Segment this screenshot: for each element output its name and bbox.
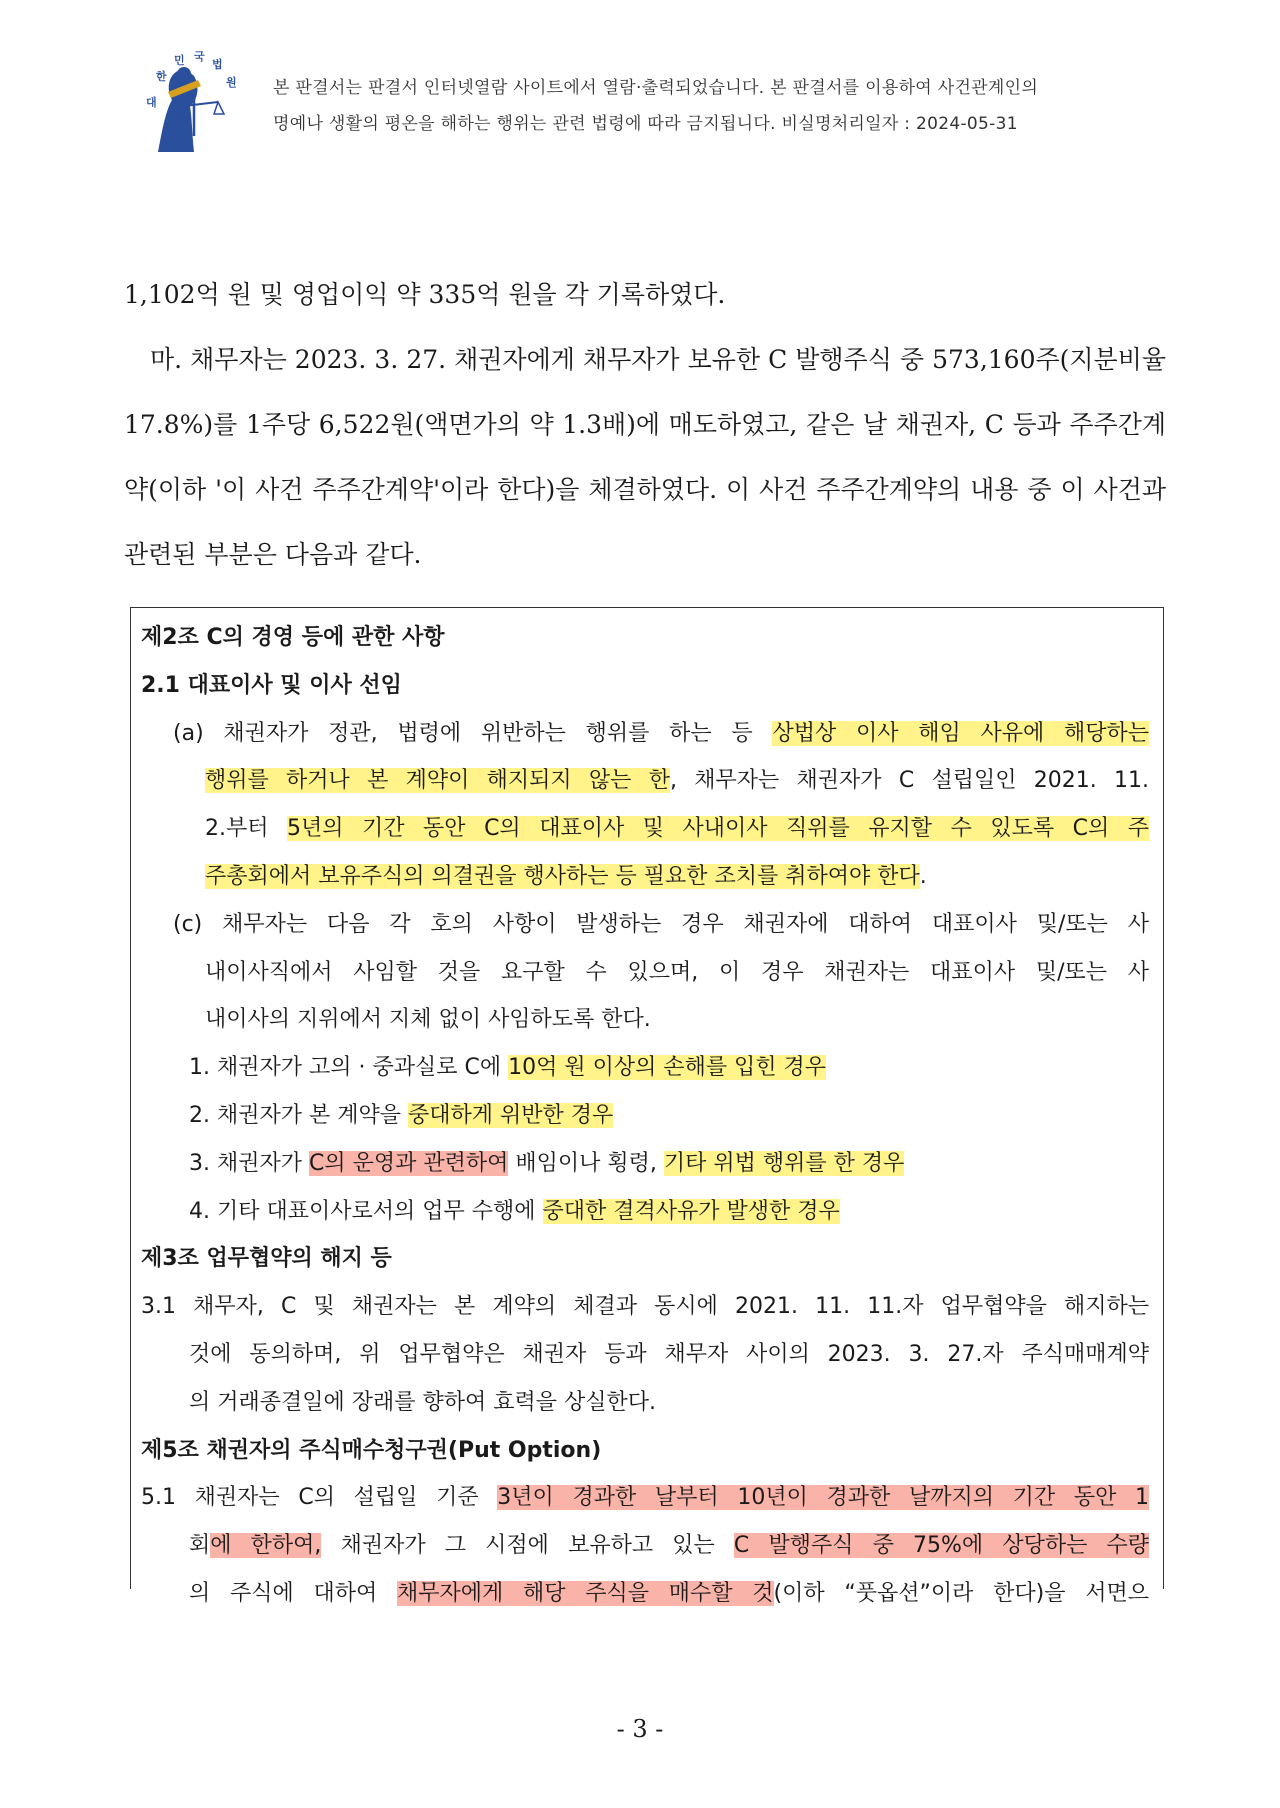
svg-text:법: 법	[212, 58, 223, 71]
item-1: 1. 채권자가 고의 · 중과실로 C에 10억 원 이상의 손해를 입힌 경우	[189, 1055, 827, 1081]
svg-text:국: 국	[194, 50, 205, 63]
section-3-1-line2: 것에 동의하며, 위 업무협약은 채권자 등과 채무자 사이의 2023. 3. 27.자 주식매매계약	[189, 1341, 1149, 1367]
item-2: 2. 채권자가 본 계약을 중대하게 위반한 경우	[189, 1102, 614, 1128]
clause-a-line3: 2.부터 5년의 기간 동안 C의 대표이사 및 사내이사 직위를 유지할 수 있도록 C의 주	[205, 816, 1149, 842]
article-5-title: 제5조 채권자의 주식매수청구권(Put Option)	[141, 1437, 602, 1463]
section-3-1-line3: 의 거래종결일에 장래를 향하여 효력을 상실한다.	[189, 1389, 657, 1415]
article-2-title: 제2조 C의 경영 등에 관한 사항	[141, 625, 445, 650]
header-notice-line2: 명예나 생활의 평온을 해하는 행위는 관련 법령에 따라 금지됩니다. 비실명처리일자 : 2024-05-31	[273, 114, 1018, 134]
section-5-1-line2: 회에 한하여, 채권자가 그 시점에 보유하고 있는 C 발행주식 중 75%에 상당하는 수량	[189, 1533, 1149, 1559]
clause-c-line1: (c) 채무자는 다음 각 호의 사항이 발생하는 경우 채권자에 대하여 대표이사 및/또는 사	[173, 911, 1149, 937]
clause-a-line4: 주총회에서 보유주식의 의결권을 행사하는 등 필요한 조치를 취하여야 한다.	[205, 863, 927, 889]
item-3: 3. 채권자가 C의 운영과 관련하여 배임이나 횡령, 기타 위법 행위를 한 경우	[189, 1150, 905, 1176]
clause-c-line2: 내이사직에서 사임할 것을 요구할 수 있으며, 이 경우 채권자는 대표이사 및/또는 사	[205, 959, 1149, 985]
section-5-1-line1: 5.1 채권자는 C의 설립일 기준 3년이 경과한 날부터 10년이 경과한 날까지의 기간 동안 1	[141, 1485, 1149, 1511]
clause-a-line1: (a) 채권자가 정관, 법령에 위반하는 행위를 하는 등 상법상 이사 해임 사유에 해당하는	[173, 720, 1149, 746]
court-logo-icon	[128, 40, 246, 158]
paragraph-1: 1,102억 원 및 영업이익 약 335억 원을 각 기록하였다.	[124, 280, 726, 309]
header-notice	[273, 70, 1038, 142]
page-number: - 3 -	[616, 1715, 664, 1743]
article-2-1-title: 2.1 대표이사 및 이사 선임	[141, 672, 402, 698]
section-5-1-line3: 의 주식에 대하여 채무자에게 해당 주식을 매수할 것(이하 “풋옵션”이라 한다)을 서면으	[189, 1580, 1149, 1606]
section-3-1-line1: 3.1 채무자, C 및 채권자는 본 계약의 체결과 동시에 2021. 11. 11.자 업무협약을 해지하는	[141, 1294, 1149, 1320]
svg-text:원: 원	[226, 76, 237, 89]
contract-excerpt-box	[130, 607, 1164, 1606]
judgment-body	[124, 262, 1166, 587]
svg-text:대: 대	[146, 96, 157, 109]
header-notice-line1: 본 판결서는 판결서 인터넷열람 사이트에서 열람·출력되었습니다. 본 판결서를 이용하여 사건관계인의	[273, 78, 1039, 98]
svg-text:민: 민	[174, 54, 185, 67]
paragraph-2: 마. 채무자는 2023. 3. 27. 채권자에게 채무자가 보유한 C 발행주식 중 573,160주(지분비율 17.8%)를 1주당 6,522원(액면가의 약 1.3배)에 매도하였고, 같은 날 채권자, C 등과 주주간계약(이하 '이 사건 주주간계약'이라 한다)을 체결하였다. 이 사건 주주간계약의 내용 중 이 사건과 관련된 부분은 다음과 같다.	[124, 345, 1166, 569]
clause-a-line2: 행위를 하거나 본 계약이 해지되지 않는 한, 채무자는 채권자가 C 설립일인 2021. 11.	[205, 768, 1149, 794]
page-header	[128, 40, 1188, 160]
svg-text:한: 한	[156, 70, 167, 83]
article-3-title: 제3조 업무협약의 해지 등	[141, 1246, 392, 1272]
clause-c-line3: 내이사의 지위에서 지체 없이 사임하도록 한다.	[205, 1007, 651, 1033]
item-4: 4. 기타 대표이사로서의 업무 수행에 중대한 결격사유가 발생한 경우	[189, 1198, 840, 1224]
